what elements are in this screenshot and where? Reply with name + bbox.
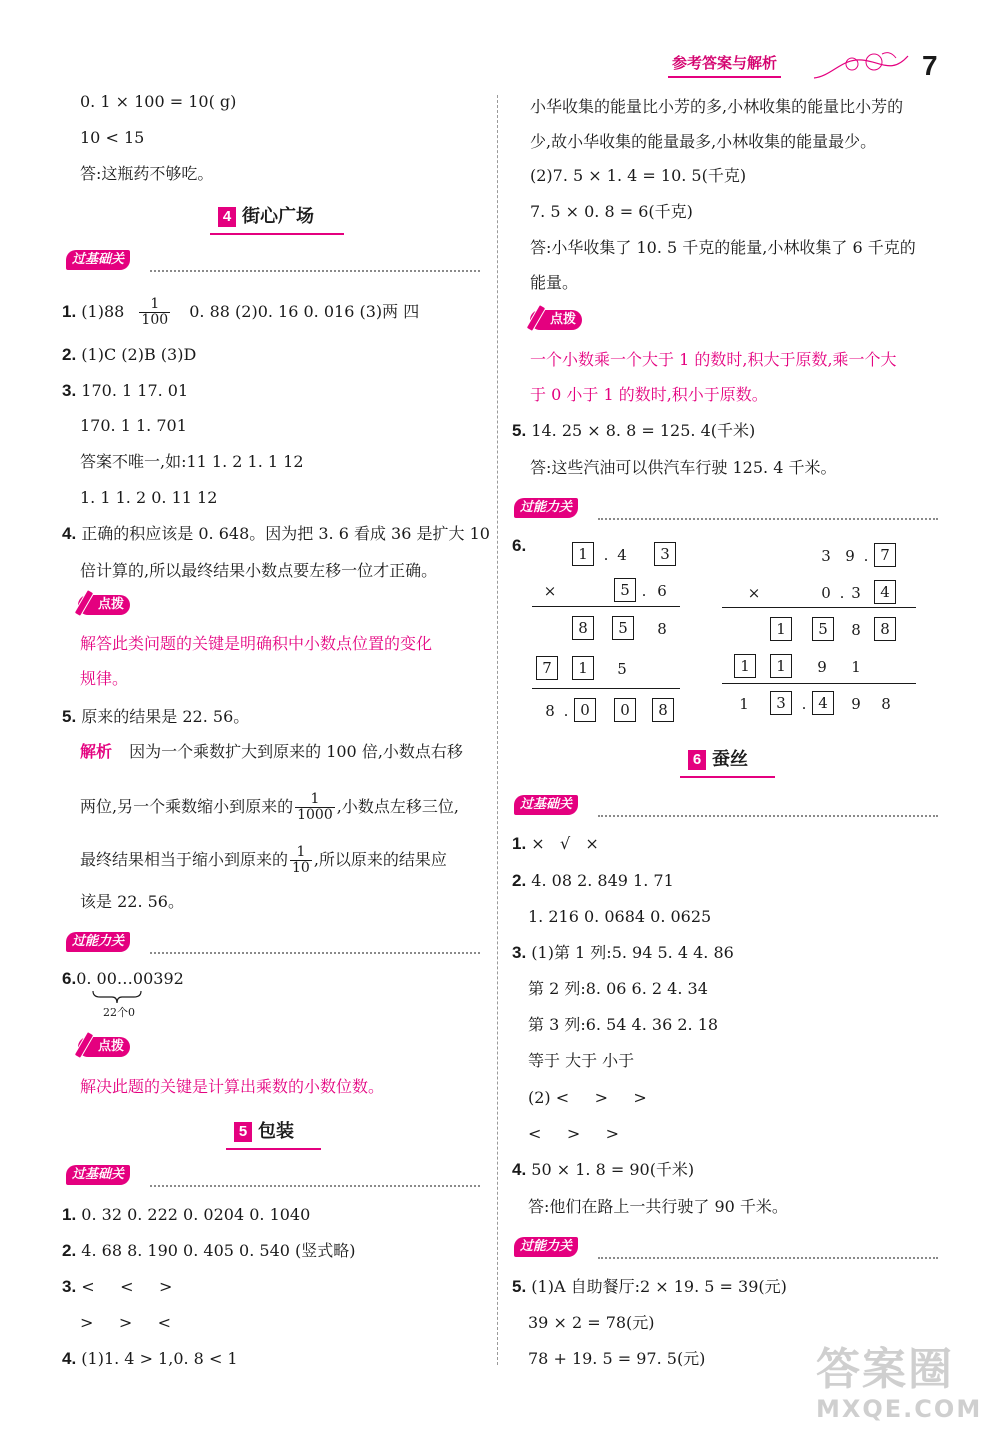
digit: 3 xyxy=(851,584,861,602)
analysis-line: 解析 因为一个乘数扩大到原来的 100 倍,小数点右移 xyxy=(80,742,463,761)
answer-box: 5 xyxy=(614,578,636,602)
pack-question-2: 2. 4. 68 8. 190 0. 405 0. 540 (竖式略) xyxy=(62,1241,356,1260)
fraction: $\frac{1}{1000}$ xyxy=(297,791,333,823)
digit: 8 xyxy=(657,620,667,638)
text-line: 10 < 15 xyxy=(80,128,145,147)
answer-box: 1 xyxy=(770,617,792,641)
text-line: (2) < > > xyxy=(528,1088,647,1107)
tag-ability-level: 过能力关 xyxy=(514,1237,578,1257)
underbrace-icon xyxy=(92,990,142,1004)
dotted-rule xyxy=(598,1257,938,1259)
silk-question-4: 4. 50 × 1. 8 = 90(千米) xyxy=(512,1160,695,1179)
question-1: 1. (1)88 $\frac{1}{100}$ 0. 88 (2)0. 16 0. 016 (3)两 四 xyxy=(62,296,420,328)
rule-line xyxy=(532,688,680,689)
tag-basic-level: 过基础关 xyxy=(66,1165,130,1185)
answer-box: 8 xyxy=(652,698,674,722)
section-number: 4 xyxy=(218,207,236,227)
answer-box: 3 xyxy=(770,691,792,715)
digit: 9 xyxy=(851,695,861,713)
rule-line xyxy=(532,606,680,607)
text-line: 39 × 2 = 78(元) xyxy=(528,1313,655,1332)
silk-question-3: 3. (1)第 1 列:5. 94 5. 4 4. 86 xyxy=(512,943,734,962)
text-line: (2)7. 5 × 1. 4 = 10. 5(千克) xyxy=(530,166,747,185)
text-line: 倍计算的,所以最终结果小数点要左移一位才正确。 xyxy=(80,561,438,580)
tag-ability-level: 过能力关 xyxy=(66,932,130,952)
tip-text: 解答此类问题的关键是明确积中小数点位置的变化 xyxy=(80,634,433,653)
digit: 4 xyxy=(617,546,627,564)
times-sign: × xyxy=(543,582,557,600)
text-line: 小华收集的能量比小芳的多,小林收集的能量比小芳的 xyxy=(530,97,904,116)
pack-question-4: 4. (1)1. 4 > 1,0. 8 < 1 xyxy=(62,1349,238,1368)
dotted-rule xyxy=(150,952,480,954)
digit: 8 xyxy=(545,702,555,720)
tip-text: 规律。 xyxy=(80,669,129,688)
answer-box: 4 xyxy=(812,691,834,715)
text-line: 第 2 列:8. 06 6. 2 4. 34 xyxy=(528,979,708,998)
digit: 8 xyxy=(851,621,861,639)
answer-box: 1 xyxy=(572,542,594,566)
text-line: 答:他们在路上一共行驶了 90 千米。 xyxy=(528,1197,788,1216)
text-line: 等于 大于 小于 xyxy=(528,1051,635,1070)
brace-label: 22个0 xyxy=(103,1006,135,1019)
times-sign: × xyxy=(747,584,761,602)
digit: 5 xyxy=(617,660,627,678)
section-title: 街心广场 xyxy=(242,206,314,227)
question-4: 4. 正确的积应该是 0. 648。因为把 3. 6 看成 36 是扩大 10 xyxy=(62,524,490,543)
tag-basic-level: 过基础关 xyxy=(514,795,578,815)
digit: 9 xyxy=(845,547,855,565)
digit: 9 xyxy=(817,658,827,676)
pen-icon xyxy=(74,1031,95,1059)
tag-ability-level: 过能力关 xyxy=(514,498,578,518)
silk-question-2: 2. 4. 08 2. 849 1. 71 xyxy=(512,871,674,890)
analysis-line: 最终结果相当于缩小到原来的 $\frac{1}{10}$ ,所以原来的结果应 xyxy=(80,844,447,876)
answer-box: 8 xyxy=(572,616,594,640)
answer-box: 5 xyxy=(812,617,834,641)
text-line: 答:这瓶药不够吃。 xyxy=(80,164,214,183)
answer-box: 1 xyxy=(572,656,594,680)
answer-box: 1 xyxy=(770,654,792,678)
tag-basic-level: 过基础关 xyxy=(66,250,130,270)
answer-box: 0 xyxy=(614,698,636,722)
answer-box: 8 xyxy=(874,617,896,641)
digit: 1 xyxy=(851,658,861,676)
digit: 1 xyxy=(739,695,749,713)
digit: 6 xyxy=(657,582,667,600)
analysis-label: 解析 xyxy=(80,742,113,761)
section-number: 6 xyxy=(688,750,706,770)
dotted-rule xyxy=(598,815,938,817)
answer-box: 3 xyxy=(654,542,676,566)
tip-badge: 点拨 xyxy=(78,1037,130,1057)
rule-line xyxy=(722,607,916,608)
section-heading-4 xyxy=(210,205,344,235)
decimal-point: . xyxy=(863,547,869,565)
question-3: 3. 170. 1 17. 01 xyxy=(62,381,189,400)
fraction: $\frac{1}{10}$ xyxy=(292,844,310,876)
text-line: 答:小华收集了 10. 5 千克的能量,小林收集了 6 千克的 xyxy=(530,238,916,257)
section-heading-5 xyxy=(226,1120,321,1150)
dotted-rule xyxy=(150,270,480,272)
dotted-rule xyxy=(598,518,938,520)
rule-line xyxy=(722,683,916,684)
analysis-line: 两位,另一个乘数缩小到原来的 $\frac{1}{1000}$ ,小数点左移三位, xyxy=(80,791,459,823)
text-line: < > > xyxy=(528,1124,620,1143)
header-title: 参考答案与解析 xyxy=(668,50,781,78)
pen-icon xyxy=(74,589,95,617)
decimal-point: . xyxy=(839,584,845,602)
section-title: 蚕丝 xyxy=(712,749,748,770)
text-line: 0. 1 × 100 = 10( g) xyxy=(80,92,237,111)
header-decoration xyxy=(812,50,912,86)
text-line: 78 + 19. 5 = 97. 5(元) xyxy=(528,1349,706,1368)
section-heading-6 xyxy=(680,748,775,778)
decimal-point: . xyxy=(563,702,569,720)
answer-box: 7 xyxy=(874,543,896,567)
fraction: $\frac{1}{100}$ xyxy=(141,296,169,328)
pen-icon xyxy=(526,304,547,332)
decimal-point: . xyxy=(641,582,647,600)
silk-question-5: 5. (1)A 自助餐厅:2 × 19. 5 = 39(元) xyxy=(512,1277,787,1296)
swirl-ornament-icon xyxy=(812,50,912,82)
answer-box: 4 xyxy=(874,580,896,604)
answer-box: 5 xyxy=(612,616,634,640)
tip-text: 解决此题的关键是计算出乘数的小数位数。 xyxy=(80,1077,385,1096)
text-line: 少,故小华收集的能量最多,小林收集的能量最少。 xyxy=(530,132,877,151)
digit: 3 xyxy=(821,547,831,565)
text-line: 能量。 xyxy=(530,273,579,292)
answer-box: 1 xyxy=(734,654,756,678)
text-line: 7. 5 × 0. 8 = 6(千克) xyxy=(530,202,693,221)
analysis-line: 该是 22. 56。 xyxy=(80,892,184,911)
digit: 8 xyxy=(881,695,891,713)
section-title: 包装 xyxy=(258,1121,294,1142)
question-5: 5. 原来的结果是 22. 56。 xyxy=(62,707,250,726)
text-line: 答案不唯一,如:11 1. 2 1. 1 12 xyxy=(80,452,304,471)
decimal-point: . xyxy=(801,695,807,713)
text-line: 1. 216 0. 0684 0. 0625 xyxy=(528,907,712,926)
section-number: 5 xyxy=(234,1122,252,1142)
tip-text: 一个小数乘一个大于 1 的数时,积大于原数,乘一个大 xyxy=(530,350,897,369)
question-6-number: 6. xyxy=(512,536,527,555)
answer-box: 0 xyxy=(574,698,596,722)
question-6: 6.0. 00…00392 xyxy=(62,969,184,988)
text-line: 答:这些汽油可以供汽车行驶 125. 4 千米。 xyxy=(530,458,837,477)
text-line: 第 3 列:6. 54 4. 36 2. 18 xyxy=(528,1015,719,1034)
page-number: 7 xyxy=(922,50,938,81)
watermark-logo: 答案圈 MXQE.COM xyxy=(816,1344,983,1423)
question-5: 5. 14. 25 × 8. 8 = 125. 4(千米) xyxy=(512,421,756,440)
text-line: 170. 1 1. 701 xyxy=(80,416,187,435)
decimal-point: . xyxy=(603,546,609,564)
question-2: 2. (1)C (2)B (3)D xyxy=(62,345,197,364)
pack-question-3: 3. < < > xyxy=(62,1277,173,1296)
tip-badge: 点拨 xyxy=(78,595,130,615)
dotted-rule xyxy=(150,1185,480,1187)
tip-text: 于 0 小于 1 的数时,积小于原数。 xyxy=(530,385,768,404)
silk-question-1: 1. × √ × xyxy=(512,834,599,853)
digit: 0 xyxy=(821,584,831,602)
pack-question-1: 1. 0. 32 0. 222 0. 0204 0. 1040 xyxy=(62,1205,311,1224)
text-line: > > < xyxy=(80,1313,172,1332)
answer-box: 7 xyxy=(536,656,558,680)
column-divider xyxy=(497,95,498,1365)
tip-badge: 点拨 xyxy=(530,310,582,330)
text-line: 1. 1 1. 2 0. 11 12 xyxy=(80,488,218,507)
